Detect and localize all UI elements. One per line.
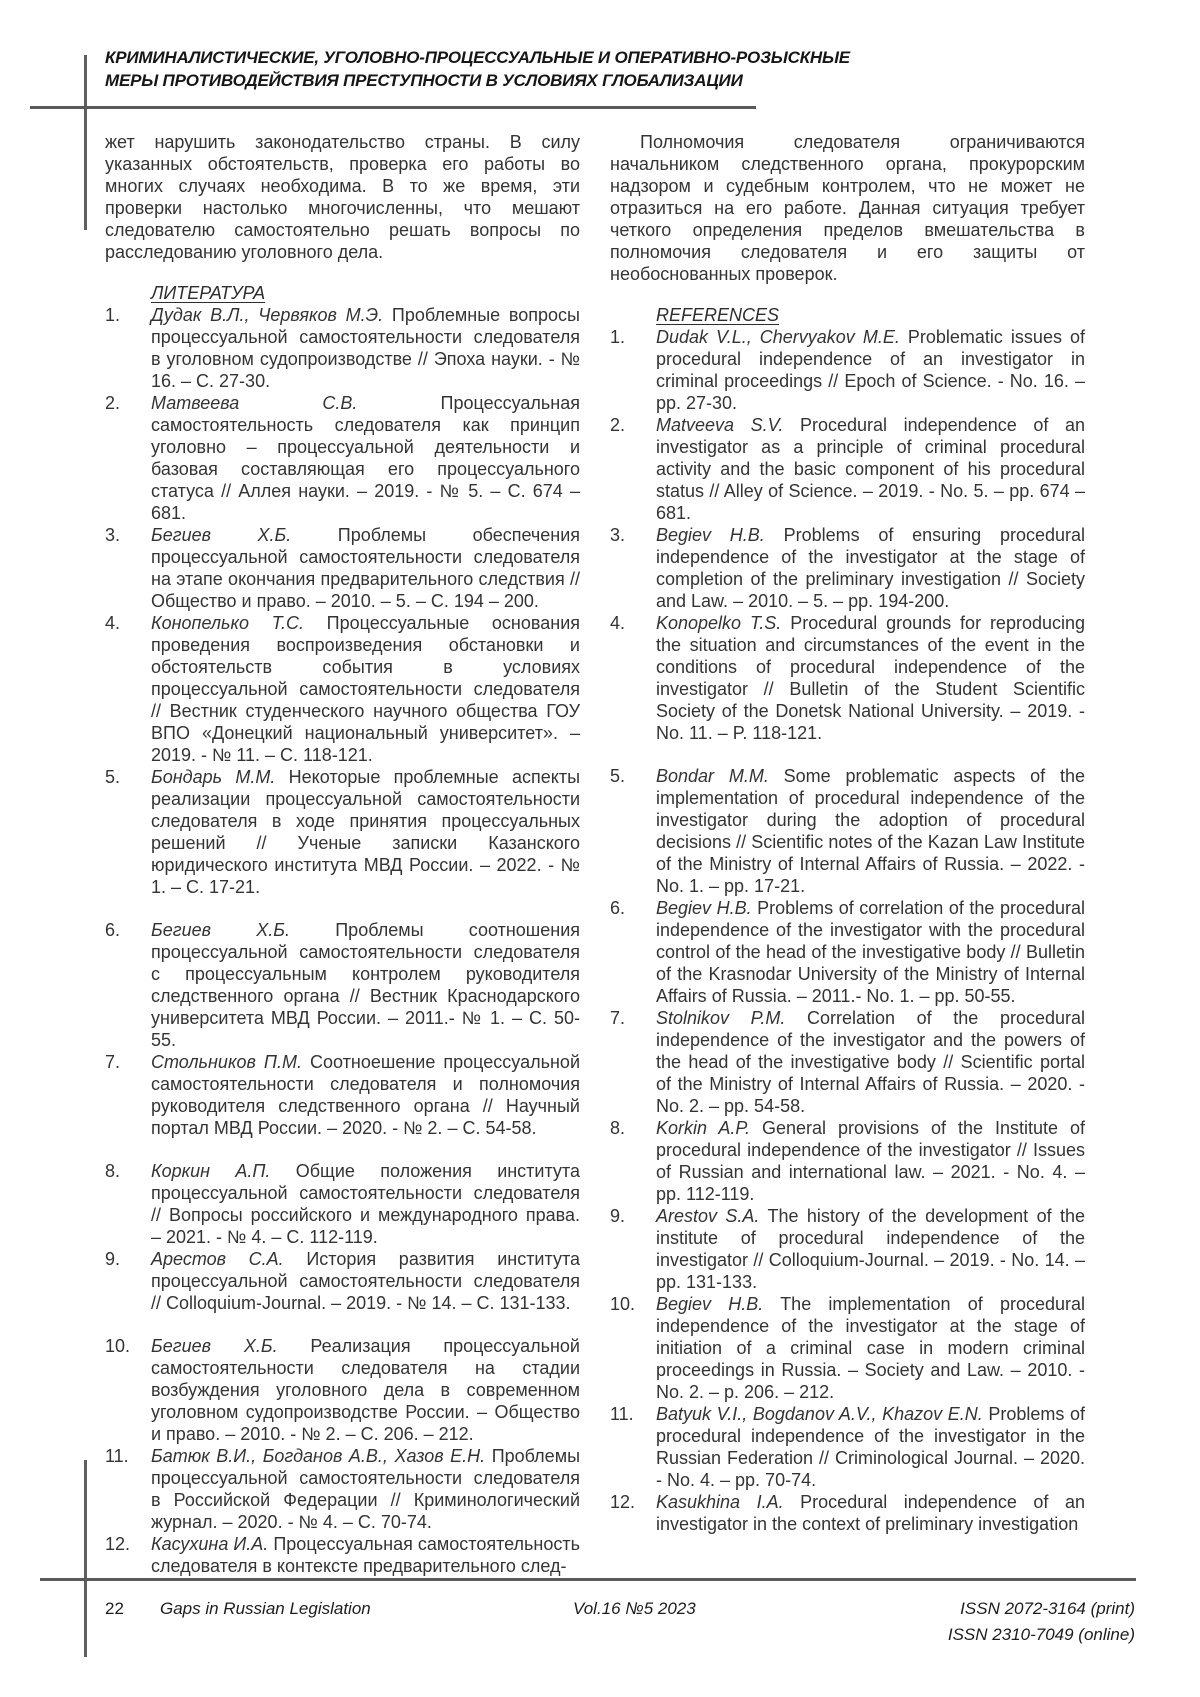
reference-text: Проблемы процессуальной самостоятельности следователя в Российской Федерации // Криминологический журнал. – 2020. - № 4. – С. 70-74. xyxy=(151,1446,581,1532)
reference-number: 4. xyxy=(105,613,121,633)
reference-authors: Бегиев Х.Б. xyxy=(151,920,290,940)
reference-item xyxy=(610,1117,1085,1205)
reference-authors: Конопелько Т.С. xyxy=(151,613,305,633)
reference-number: 11. xyxy=(610,1404,634,1424)
issn-online: ISSN 2310-7049 (online) xyxy=(947,1625,1135,1644)
reference-number: 8. xyxy=(610,1118,626,1138)
reference-number: 2. xyxy=(610,415,626,435)
header-rule xyxy=(30,106,756,109)
reference-number: 6. xyxy=(610,898,626,918)
reference-text: Correlation of the procedural independence of the investigator and the powers of the head of the investigative body // Scientific portal of the Ministry of Internal Affairs of Russia. – 2020. - No. 2. – pp. 54-58. xyxy=(656,1008,1085,1116)
page-number: 22 xyxy=(105,1599,124,1618)
reference-authors: Korkin A.P. xyxy=(656,1118,751,1138)
reference-authors: Begiev H.B. xyxy=(656,1294,764,1314)
continued-paragraph-en: Полномочия следователя ограничиваются начальником следственного органа, прокурорским надзором и судебным контролем, что не может не отразиться на его работе. Данная ситуация требует четкого определения пределов вмешательства в полномочия следователя и его защиты от необоснованных проверок. xyxy=(610,132,1085,284)
reference-item xyxy=(610,897,1085,1007)
reference-item xyxy=(105,612,580,766)
running-header-line-2: МЕРЫ ПРОТИВОДЕЙСТВИЯ ПРЕСТУПНОСТИ В УСЛОВИЯХ ГЛОБАЛИЗАЦИИ xyxy=(105,71,743,90)
reference-authors: Дудак В.Л., Червяков М.Э. xyxy=(151,305,384,325)
reference-text: Procedural independence of an investigator as a principle of criminal procedural activity and the basic component of his procedural status // Alley of Science. – 2019. - No. 5. – pp. 674 – 681. xyxy=(656,415,1085,523)
reference-text: Процессуальная самостоятельность следователя в контексте предварительного след- xyxy=(151,1534,580,1576)
reference-text: Some problematic aspects of the implementation of procedural independence of the investigator during the adoption of procedural decisions // Scientific notes of the Kazan Law Institute of the Ministry of Internal Affairs of Russia. – 2022. - No. 1. – pp. 17-21. xyxy=(656,766,1085,896)
running-header xyxy=(105,46,1005,92)
issn-block xyxy=(948,1596,1135,1648)
reference-item xyxy=(610,1293,1085,1403)
reference-number: 12. xyxy=(105,1534,131,1554)
running-header-line-1: КРИМИНАЛИСТИЧЕСКИЕ, УГОЛОВНО-ПРОЦЕССУАЛЬНЫЕ И ОПЕРАТИВНО-РОЗЫСКНЫЕ xyxy=(105,48,850,67)
reference-text: Problems of ensuring procedural independence of the investigator at the stage of completion of the preliminary investigation // Society and Law. – 2010. – 5. – pp. 194-200. xyxy=(656,525,1086,611)
reference-authors: Batyuk V.I., Bogdanov A.V., Khazov E.N. xyxy=(656,1404,983,1424)
reference-number: 2. xyxy=(105,393,121,413)
reference-authors: Arestov S.A. xyxy=(656,1206,760,1226)
reference-item xyxy=(105,919,580,1051)
reference-item xyxy=(610,1007,1085,1117)
reference-authors: Kasukhina I.A. xyxy=(656,1492,784,1512)
reference-number: 1. xyxy=(105,305,121,325)
reference-text: Процессуальная самостоятельность следователя как принцип уголовно – процессуальной деятельности и базовая составляющая его процессуального статуса // Аллея науки. – 2019. - № 5. – С. 674 – 681. xyxy=(151,393,580,523)
volume-issue: Vol.16 №5 2023 xyxy=(573,1599,696,1618)
reference-authors: Dudak V.L., Chervyakov M.E. xyxy=(656,327,900,347)
reference-number: 3. xyxy=(105,525,121,545)
reference-text: The implementation of procedural independence of the investigator at the stage of initiation of a criminal case in modern criminal proceedings in Russia. – Society and Law. – 2010. - No. 2. – p. 206. – 212. xyxy=(656,1294,1086,1402)
reference-number: 7. xyxy=(105,1052,121,1072)
reference-text: Problematic issues of procedural independence of an investigator in criminal proceedings // Epoch of Science. - No. 16. – pp. 27-30. xyxy=(656,327,1085,413)
reference-text: General provisions of the Institute of procedural independence of the investigator // Issues of Russian and international law. – 2021. - No. 4. – pp. 112-119. xyxy=(656,1118,1085,1204)
reference-authors: Арестов С.А. xyxy=(151,1249,284,1269)
reference-number: 5. xyxy=(105,767,121,787)
reference-text: История развития института процессуальной самостоятельности следователя // Colloquium-Journal. – 2019. - № 14. – С. 131-133. xyxy=(151,1249,580,1313)
reference-item xyxy=(610,524,1085,612)
reference-number: 3. xyxy=(610,525,626,545)
reference-number: 10. xyxy=(610,1294,636,1314)
reference-text: Реализация процессуальной самостоятельности следователя на стадии возбуждения уголовного дела в современном уголовном судопроизводстве России. – Общество и право. – 2010. - № 2. – С. 206. – 212. xyxy=(151,1336,580,1444)
reference-item xyxy=(610,414,1085,524)
reference-item xyxy=(610,326,1085,414)
reference-item xyxy=(105,304,580,392)
reference-authors: Stolnikov P.M. xyxy=(656,1008,786,1028)
reference-text: Проблемные вопросы процессуальной самостоятельности следователя в уголовном судопроизводстве // Эпоха науки. - № 16. – С. 27-30. xyxy=(151,305,580,391)
reference-number: 9. xyxy=(105,1249,121,1269)
reference-item xyxy=(105,1248,580,1314)
reference-authors: Begiev H.B. xyxy=(656,525,765,545)
reference-authors: Begiev H.B. xyxy=(656,898,752,918)
reference-authors: Батюк В.И., Богданов А.В., Хазов Е.Н. xyxy=(151,1446,486,1466)
reference-authors: Касухина И.А. xyxy=(151,1534,269,1554)
reference-text: Некоторые проблемные аспекты реализации процессуальной самостоятельности следователя в ходе принятия процессуальных решений // Ученые записки Казанского юридического института МВД России. – 2022. - № 1. – С. 17-21. xyxy=(151,767,581,897)
reference-text: Процессуальные основания проведения воспроизведения обстановки и обстоятельств события в условиях процессуальной самостоятельности следователя // Вестник студенческого научного общества ГОУ ВПО «Донецкий национальный университет». – 2019. - № 11. – С. 118-121. xyxy=(151,613,580,765)
margin-line-top xyxy=(84,55,87,230)
content-columns xyxy=(105,131,1085,1577)
column-right xyxy=(610,131,1085,1577)
journal-title: Gaps in Russian Legislation xyxy=(160,1599,371,1618)
reference-text: The history of the development of the institute of procedural independence of the investigator // Colloquium-Journal. – 2019. - No. 14. – pp. 131-133. xyxy=(656,1206,1085,1292)
reference-text: Procedural grounds for reproducing the situation and circumstances of the event in the conditions of procedural independence of the investigator // Bulletin of the Student Scientific Society of the Donetsk National University. – 2019. - No. 11. – P. 118-121. xyxy=(656,613,1086,743)
reference-authors: Коркин А.П. xyxy=(151,1161,271,1181)
reference-number: 8. xyxy=(105,1161,121,1181)
reference-item xyxy=(610,765,1085,897)
reference-text: Problems of correlation of the procedural independence of the investigator with the procedural control of the head of the investigative body // Bulletin of the Krasnodar University of the Ministry of Internal Affairs of Russia. – 2011.- No. 1. – pp. 50-55. xyxy=(656,898,1086,1006)
reference-number: 9. xyxy=(610,1206,626,1226)
references-heading: REFERENCES xyxy=(656,305,780,325)
column-left xyxy=(105,131,580,1577)
page-footer xyxy=(0,1596,1200,1656)
reference-authors: Бегиев Х.Б. xyxy=(151,525,292,545)
literature-list xyxy=(105,304,580,1577)
reference-text: Проблемы обеспечения процессуальной самостоятельности следователя на этапе окончания предварительного следствия // Общество и право. – 2010. – 5. – С. 194 – 200. xyxy=(151,525,580,611)
reference-number: 6. xyxy=(105,920,121,940)
reference-item xyxy=(105,1051,580,1139)
continued-paragraph-ru: жет нарушить законодательство страны. В силу указанных обстоятельств, проверка его работы во многих случаях необходима. В то же время, эти проверки настолько многочисленны, что мешают следователю самостоятельно решать вопросы по расследованию уголовного дела. xyxy=(105,132,580,262)
literature-heading: ЛИТЕРАТУРА xyxy=(151,283,266,303)
reference-authors: Matveeva S.V. xyxy=(656,415,784,435)
reference-authors: Бегиев Х.Б. xyxy=(151,1336,278,1356)
reference-item xyxy=(105,1335,580,1445)
reference-item xyxy=(610,1403,1085,1491)
issn-print: ISSN 2072-3164 (print) xyxy=(960,1599,1135,1618)
reference-item xyxy=(105,392,580,524)
reference-number: 10. xyxy=(105,1336,131,1356)
reference-text: Проблемы соотношения процессуальной самостоятельности следователя с процессуальным контролем руководителя следственного органа // Вестник Краснодарского университета МВД России. – 2011.- № 1. – С. 50-55. xyxy=(151,920,580,1050)
reference-authors: Bondar M.M. xyxy=(656,766,769,786)
reference-item xyxy=(610,1491,1085,1535)
reference-item xyxy=(105,1533,580,1577)
reference-text: Соотноешение процессуальной самостоятельности следователя и полномочия руководителя следственного органа // Научный портал МВД России. – 2020. - № 2. – С. 54-58. xyxy=(151,1052,580,1138)
reference-text: Общие положения института процессуальной самостоятельности следователя // Вопросы российского и международного права. – 2021. - № 4. – С. 112-119. xyxy=(151,1161,580,1247)
references-list xyxy=(610,326,1085,1535)
reference-item xyxy=(105,766,580,898)
reference-authors: Бондарь М.М. xyxy=(151,767,276,787)
reference-item xyxy=(610,612,1085,744)
reference-item xyxy=(105,1160,580,1248)
reference-number: 1. xyxy=(610,327,626,347)
reference-item xyxy=(105,524,580,612)
reference-item xyxy=(105,1445,580,1533)
reference-authors: Konopelko T.S. xyxy=(656,613,782,633)
reference-authors: Матвеева С.В. xyxy=(151,393,358,413)
reference-item xyxy=(610,1205,1085,1293)
reference-number: 7. xyxy=(610,1008,626,1028)
reference-number: 4. xyxy=(610,613,626,633)
reference-text: Problems of procedural independence of the investigator in the Russian Federation // Criminological Journal. – 2020. - No. 4. – pp. 70-74. xyxy=(656,1404,1085,1490)
reference-authors: Стольников П.М. xyxy=(151,1052,302,1072)
footer-rule xyxy=(40,1578,1136,1581)
reference-number: 12. xyxy=(610,1492,636,1512)
reference-number: 11. xyxy=(105,1446,129,1466)
reference-text: Procedural independence of an investigator in the context of preliminary investigation xyxy=(656,1492,1085,1534)
reference-number: 5. xyxy=(610,766,626,786)
